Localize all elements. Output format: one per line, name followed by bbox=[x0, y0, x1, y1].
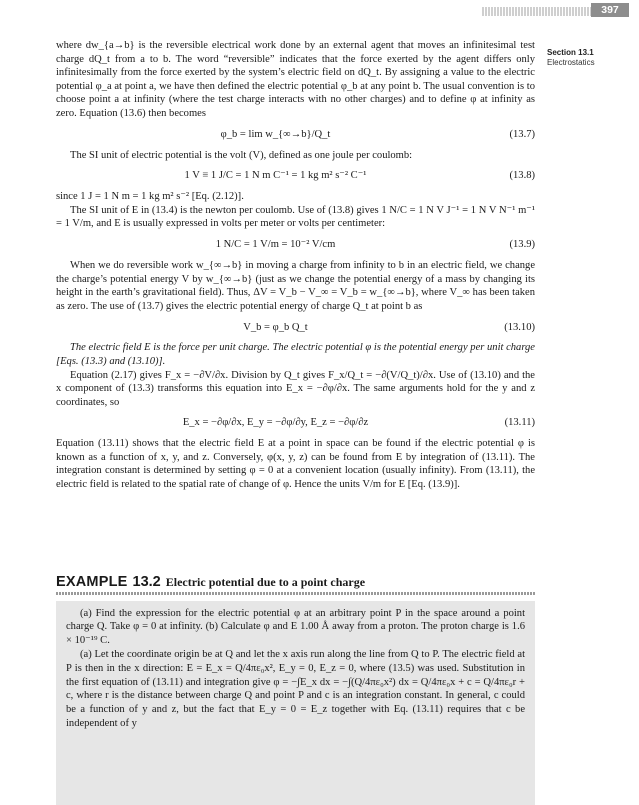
equation-13-8 bbox=[56, 165, 535, 187]
example-title: Electric potential due to a point charge bbox=[165, 575, 366, 589]
example-heading bbox=[56, 576, 535, 590]
section-label: Section 13.1 bbox=[547, 48, 594, 57]
equation-number: (13.9) bbox=[509, 239, 535, 251]
paragraph: Equation (2.17) gives F_x = −∂V/∂x. Division by Q_t gives F_x/Q_t = −∂(V/Q_t)/∂x. Use of (13.10) and the x component of (13.3) transforms this equation into E_x = −∂φ/∂x. The same arguments hold for the y and z coordinates, so bbox=[56, 369, 535, 408]
section-title: Electrostatics bbox=[547, 58, 595, 67]
equation-13-7 bbox=[56, 124, 535, 146]
example-rule bbox=[56, 592, 535, 595]
equation-body: 1 N/C = 1 V/m = 10⁻² V/cm bbox=[215, 239, 336, 251]
equation-13-10 bbox=[56, 316, 535, 338]
equation-body: 1 V ≡ 1 J/C = 1 N m C⁻¹ = 1 kg m² s⁻² C⁻¹ bbox=[184, 170, 367, 182]
paragraph: When we do reversible work w_{∞→b} in moving a charge from infinity to b in an electric field, we change the charge’s potential energy V by w_{∞→b} (just as we change the potential energy of a mass by changing its height in the earth’s gravitational field). Thus, ΔV = V_b − V_∞ = V_b = w_{∞→b}, where V_∞ has been taken as zero. The use of (13.7) gives the electric potential energy of charge Q_t at point b as bbox=[56, 259, 535, 312]
equation-number: (13.11) bbox=[504, 417, 535, 429]
equation-body: E_x = −∂φ/∂x, E_y = −∂φ/∂y, E_z = −∂φ/∂z bbox=[182, 417, 369, 429]
key-statement: The electric field E is the force per unit charge. The electric potential φ is the potential energy per unit charge [Eqs. (13.3) and (13.10)]. bbox=[56, 342, 535, 367]
page-number: 397 bbox=[591, 3, 629, 17]
equation-body: V_b = φ_b Q_t bbox=[243, 321, 308, 333]
paragraph: since 1 J = 1 N m = 1 kg m² s⁻² [Eq. (2.12)]. bbox=[56, 191, 244, 203]
paragraph: The SI unit of E in (13.4) is the newton per coulomb. Use of (13.8) gives 1 N/C = 1 N V J⁻¹ = 1 N V N⁻¹ m⁻¹ = 1 V/m, and E is usually expressed in volts per meter or volts per centimeter: bbox=[56, 204, 535, 230]
example-solution: (a) Let the coordinate origin be at Q and let the x axis run along the line from Q to P. The electric field at P is then in the x direction: E = E_x = Q/4πε₀x², E_y = 0, E_z = 0, where (13.5) was used. Substitution in the first equation of (13.11) and integration give φ = −∫E_x dx = −∫(Q/4πε₀x²) dx = Q/4πε₀x + c = Q/4πε₀r + c, where r is the distance between charge Q and point P and c is an integration constant. In general, c could be a function of y and z, but the fact that E_y = 0 = E_z together with Eq. (13.11) requires that c be independent of y bbox=[66, 648, 525, 729]
example-number: 13.2 bbox=[132, 574, 161, 590]
example-label: EXAMPLE bbox=[56, 574, 128, 590]
paragraph: where dw_{a→b} is the reversible electrical work done by an external agent that moves an infinitesimal test charge dQ_t from a to b. The word “reversible” indicates that the force exerted by the agent differs only infinitesimally from the force exerted by the system’s electric field on dQ_t. By assigning a value to the electric potential φ_a at point a, we have then defined the electric potential φ_b at any point b. The usual convention is to choose point a at infinity (where the test charge interacts with no other charges) and to define φ at infinity as zero. Equation (13.6) then becomes bbox=[56, 40, 535, 119]
example-box bbox=[56, 576, 535, 805]
running-head bbox=[547, 48, 637, 67]
example-content bbox=[56, 601, 535, 805]
example-problem: (a) Find the expression for the electric potential φ at an arbitrary point P in the space around a point charge Q. Take φ = 0 at infinity. (b) Calculate φ and E 1.00 Å away from a proton. The proton charge is 1.6 × 10⁻¹⁹ C. bbox=[66, 607, 525, 647]
body-text bbox=[56, 39, 535, 492]
equation-13-11 bbox=[56, 412, 535, 434]
equation-body: φ_b = lim w_{∞→b}/Q_t bbox=[220, 128, 331, 140]
paragraph: Equation (13.11) shows that the electric field E at a point in space can be found if the electric potential φ is known as a function of x, y, and z. Conversely, φ(x, y, z) can be found from E by integration of (13.11). The integration constant is determined by setting φ = 0 at a convenient location (usually infinity). From (13.11), the electric field is related to the spatial rate of change of φ. Hence the units V/m for E [Eq. (13.9)]. bbox=[56, 438, 535, 491]
equation-13-9 bbox=[56, 234, 535, 256]
equation-number: (13.7) bbox=[509, 128, 535, 140]
equation-number: (13.10) bbox=[504, 321, 535, 333]
paragraph: The SI unit of electric potential is the volt (V), defined as one joule per coulomb: bbox=[70, 149, 413, 161]
equation-number: (13.8) bbox=[509, 170, 535, 182]
